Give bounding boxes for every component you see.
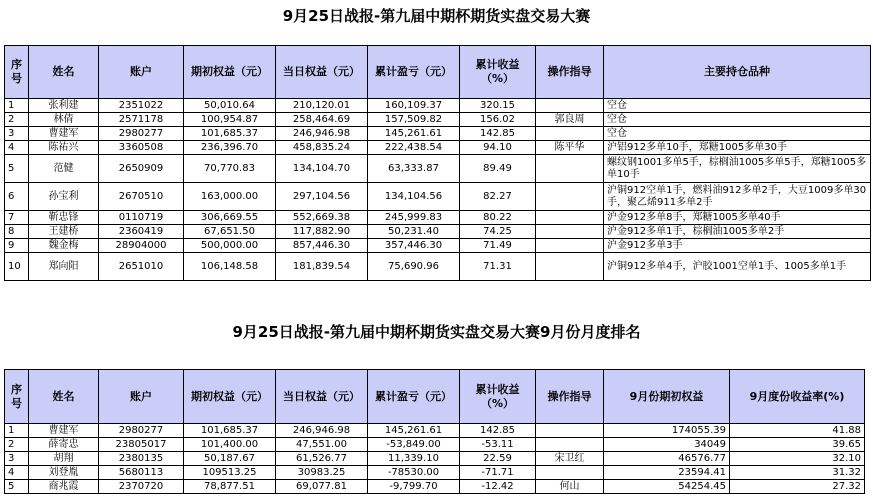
cell-sept-return: 31.32	[730, 466, 865, 480]
cell-initial-equity: 101,400.00	[184, 438, 276, 452]
cell-cumulative-return: -12.42	[460, 480, 536, 494]
cell-name: 曹建军	[29, 127, 99, 141]
cell-name: 薛寄忠	[29, 438, 99, 452]
col-header-name: 姓名	[29, 370, 99, 424]
table-row	[5, 155, 871, 183]
col-header-account: 账户	[99, 370, 184, 424]
table-row	[5, 113, 871, 127]
cell-initial-equity: 500,000.00	[184, 239, 276, 253]
cell-current-equity: 258,464.69	[276, 113, 368, 127]
cell-current-equity: 297,104.56	[276, 183, 368, 211]
table-row	[5, 141, 871, 155]
col-header-sept-return: 9月度份收益率(%)	[730, 370, 865, 424]
col-header-cumulative-return: 累计收益（%）	[460, 46, 536, 99]
cell-advisor	[536, 225, 604, 239]
cell-cumulative-return: 71.31	[460, 253, 536, 281]
cell-cumulative-return: 80.22	[460, 211, 536, 225]
cell-account: 2650909	[99, 155, 184, 183]
cell-account: 2980277	[99, 127, 184, 141]
cell-advisor	[536, 155, 604, 183]
cell-account: 2980277	[99, 424, 184, 438]
cell-account: 2380135	[99, 452, 184, 466]
cell-cumulative-return: 71.49	[460, 239, 536, 253]
cell-positions: 螺纹钢1001多单5手，棕榈油1005多单5手，郑糖1005多单10手	[604, 155, 871, 183]
cell-account: 0110719	[99, 211, 184, 225]
cell-account: 2670510	[99, 183, 184, 211]
cell-sept-initial-equity: 46576.77	[604, 452, 730, 466]
table-row	[5, 183, 871, 211]
cell-cumulative-pnl: 222,438.54	[368, 141, 460, 155]
cell-name: 曹建军	[29, 424, 99, 438]
col-header-account: 账户	[99, 46, 184, 99]
cell-index: 1	[5, 424, 29, 438]
table-row	[5, 225, 871, 239]
cell-index: 4	[5, 466, 29, 480]
cell-cumulative-return: 142.85	[460, 424, 536, 438]
cell-advisor	[536, 239, 604, 253]
cell-current-equity: 246,946.98	[276, 424, 368, 438]
cell-account: 23805017	[99, 438, 184, 452]
table-row	[5, 239, 871, 253]
cell-cumulative-pnl: 160,109.37	[368, 99, 460, 113]
cell-initial-equity: 101,685.37	[184, 424, 276, 438]
cell-initial-equity: 70,770.83	[184, 155, 276, 183]
col-header-index: 序号	[5, 370, 29, 424]
cell-advisor: 陈平华	[536, 141, 604, 155]
cell-positions: 空仓	[604, 113, 871, 127]
cell-advisor	[536, 438, 604, 452]
cell-advisor	[536, 211, 604, 225]
cell-cumulative-return: -53.11	[460, 438, 536, 452]
col-header-current-equity: 当日权益（元）	[276, 370, 368, 424]
cell-initial-equity: 106,148.58	[184, 253, 276, 281]
monthly-ranking-table	[4, 369, 865, 494]
cell-cumulative-pnl: 157,509.82	[368, 113, 460, 127]
cell-cumulative-pnl: 357,446.30	[368, 239, 460, 253]
cell-cumulative-pnl: 145,261.61	[368, 127, 460, 141]
cell-index: 6	[5, 183, 29, 211]
cell-index: 10	[5, 253, 29, 281]
cell-index: 2	[5, 113, 29, 127]
cell-cumulative-return: 320.15	[460, 99, 536, 113]
cell-account: 2651010	[99, 253, 184, 281]
cell-advisor	[536, 183, 604, 211]
cell-index: 9	[5, 239, 29, 253]
cell-initial-equity: 306,669.55	[184, 211, 276, 225]
cell-current-equity: 117,882.90	[276, 225, 368, 239]
ranking-table	[4, 45, 871, 281]
cell-sept-initial-equity: 23594.41	[604, 466, 730, 480]
cell-initial-equity: 109513.25	[184, 466, 276, 480]
col-header-advisor: 操作指导	[536, 370, 604, 424]
table-row	[5, 480, 865, 494]
cell-cumulative-return: 156.02	[460, 113, 536, 127]
table-header-row	[5, 370, 865, 424]
table-row	[5, 466, 865, 480]
cell-name: 商兆霞	[29, 480, 99, 494]
cell-initial-equity: 163,000.00	[184, 183, 276, 211]
cell-index: 4	[5, 141, 29, 155]
cell-current-equity: 552,669.38	[276, 211, 368, 225]
cell-cumulative-pnl: 145,261.61	[368, 424, 460, 438]
table-row	[5, 424, 865, 438]
cell-advisor	[536, 99, 604, 113]
cell-current-equity: 857,446.30	[276, 239, 368, 253]
cell-cumulative-pnl: 50,231.40	[368, 225, 460, 239]
col-header-current-equity: 当日权益（元）	[276, 46, 368, 99]
table-row	[5, 127, 871, 141]
cell-positions: 沪铝912多单10手，郑糖1005多单30手	[604, 141, 871, 155]
cell-name: 郑向阳	[29, 253, 99, 281]
cell-sept-initial-equity: 174055.39	[604, 424, 730, 438]
table-header-row	[5, 46, 871, 99]
cell-name: 刘登胤	[29, 466, 99, 480]
cell-advisor	[536, 466, 604, 480]
cell-cumulative-return: 89.49	[460, 155, 536, 183]
cell-account: 2360419	[99, 225, 184, 239]
cell-advisor: 宋卫红	[536, 452, 604, 466]
cell-index: 3	[5, 127, 29, 141]
cell-account: 3360508	[99, 141, 184, 155]
cell-cumulative-return: 94.10	[460, 141, 536, 155]
cell-sept-return: 27.32	[730, 480, 865, 494]
cell-positions: 空仓	[604, 99, 871, 113]
cell-advisor	[536, 424, 604, 438]
cell-cumulative-pnl: 11,339.10	[368, 452, 460, 466]
section-title: 9月25日战报-第九届中期杯期货实盘交易大赛9月份月度排名	[232, 323, 641, 341]
cell-sept-return: 39.65	[730, 438, 865, 452]
cell-sept-return: 32.10	[730, 452, 865, 466]
cell-cumulative-return: -71.71	[460, 466, 536, 480]
cell-initial-equity: 67,651.50	[184, 225, 276, 239]
col-header-sept-initial-equity: 9月份期初权益	[604, 370, 730, 424]
cell-name: 王建桥	[29, 225, 99, 239]
cell-positions: 沪金912多单8手，郑糖1005多单40手	[604, 211, 871, 225]
cell-name: 张利建	[29, 99, 99, 113]
cell-name: 胡翔	[29, 452, 99, 466]
cell-initial-equity: 50,010.64	[184, 99, 276, 113]
cell-name: 孙宝利	[29, 183, 99, 211]
table-row	[5, 211, 871, 225]
cell-sept-initial-equity: 54254.45	[604, 480, 730, 494]
cell-advisor	[536, 253, 604, 281]
cell-advisor: 何山	[536, 480, 604, 494]
table-row	[5, 253, 871, 281]
cell-cumulative-pnl: 245,999.83	[368, 211, 460, 225]
cell-cumulative-pnl: 75,690.96	[368, 253, 460, 281]
col-header-initial-equity: 期初权益（元）	[184, 370, 276, 424]
cell-index: 1	[5, 99, 29, 113]
cell-name: 林倩	[29, 113, 99, 127]
cell-index: 3	[5, 452, 29, 466]
cell-positions: 沪铜912空单1手，燃料油912多单2手，大豆1009多单30手，聚乙烯911多单2手	[604, 183, 871, 211]
cell-advisor: 郭良周	[536, 113, 604, 127]
col-header-initial-equity: 期初权益（元）	[184, 46, 276, 99]
cell-initial-equity: 236,396.70	[184, 141, 276, 155]
cell-current-equity: 61,526.77	[276, 452, 368, 466]
cell-name: 靳忠锋	[29, 211, 99, 225]
cell-name: 陈祐兴	[29, 141, 99, 155]
col-header-index: 序号	[5, 46, 29, 99]
col-header-advisor: 操作指导	[536, 46, 604, 99]
cell-initial-equity: 101,685.37	[184, 127, 276, 141]
cell-cumulative-return: 74.25	[460, 225, 536, 239]
cell-index: 5	[5, 480, 29, 494]
cell-advisor	[536, 127, 604, 141]
cell-positions: 沪铜912多单4手，沪胶1001空单1手、1005多单1手	[604, 253, 871, 281]
table-row	[5, 452, 865, 466]
col-header-cumulative-return: 累计收益（%）	[460, 370, 536, 424]
cell-index: 7	[5, 211, 29, 225]
cell-account: 2571178	[99, 113, 184, 127]
table-row	[5, 438, 865, 452]
cell-cumulative-return: 82.27	[460, 183, 536, 211]
cell-cumulative-return: 142.85	[460, 127, 536, 141]
cell-positions: 空仓	[604, 127, 871, 141]
cell-index: 2	[5, 438, 29, 452]
cell-current-equity: 69,077.81	[276, 480, 368, 494]
col-header-positions: 主要持仓品种	[604, 46, 871, 99]
cell-cumulative-pnl: 134,104.56	[368, 183, 460, 211]
cell-current-equity: 210,120.01	[276, 99, 368, 113]
cell-account: 2370720	[99, 480, 184, 494]
cell-current-equity: 181,839.54	[276, 253, 368, 281]
cell-positions: 沪金912多单1手，棕榈油1005多单2手	[604, 225, 871, 239]
cell-name: 魏金梅	[29, 239, 99, 253]
col-header-cumulative-pnl: 累计盈亏（元）	[368, 46, 460, 99]
cell-cumulative-pnl: -78530.00	[368, 466, 460, 480]
cell-current-equity: 134,104.70	[276, 155, 368, 183]
cell-sept-initial-equity: 34049	[604, 438, 730, 452]
cell-sept-return: 41.88	[730, 424, 865, 438]
cell-current-equity: 458,835.24	[276, 141, 368, 155]
cell-initial-equity: 100,954.87	[184, 113, 276, 127]
cell-cumulative-pnl: 63,333.87	[368, 155, 460, 183]
cell-positions: 沪金912多单3手	[604, 239, 871, 253]
table-row	[5, 99, 871, 113]
cell-name: 范健	[29, 155, 99, 183]
col-header-cumulative-pnl: 累计盈亏（元）	[368, 370, 460, 424]
cell-account: 2351022	[99, 99, 184, 113]
cell-cumulative-pnl: -53,849.00	[368, 438, 460, 452]
cell-account: 5680113	[99, 466, 184, 480]
col-header-name: 姓名	[29, 46, 99, 99]
page-title: 9月25日战报-第九届中期杯期货实盘交易大赛	[282, 7, 591, 25]
cell-cumulative-pnl: -9,799.70	[368, 480, 460, 494]
cell-initial-equity: 78,877.51	[184, 480, 276, 494]
cell-index: 8	[5, 225, 29, 239]
cell-current-equity: 47,551.00	[276, 438, 368, 452]
cell-index: 5	[5, 155, 29, 183]
cell-cumulative-return: 22.59	[460, 452, 536, 466]
cell-account: 28904000	[99, 239, 184, 253]
cell-current-equity: 30983.25	[276, 466, 368, 480]
cell-initial-equity: 50,187.67	[184, 452, 276, 466]
cell-current-equity: 246,946.98	[276, 127, 368, 141]
